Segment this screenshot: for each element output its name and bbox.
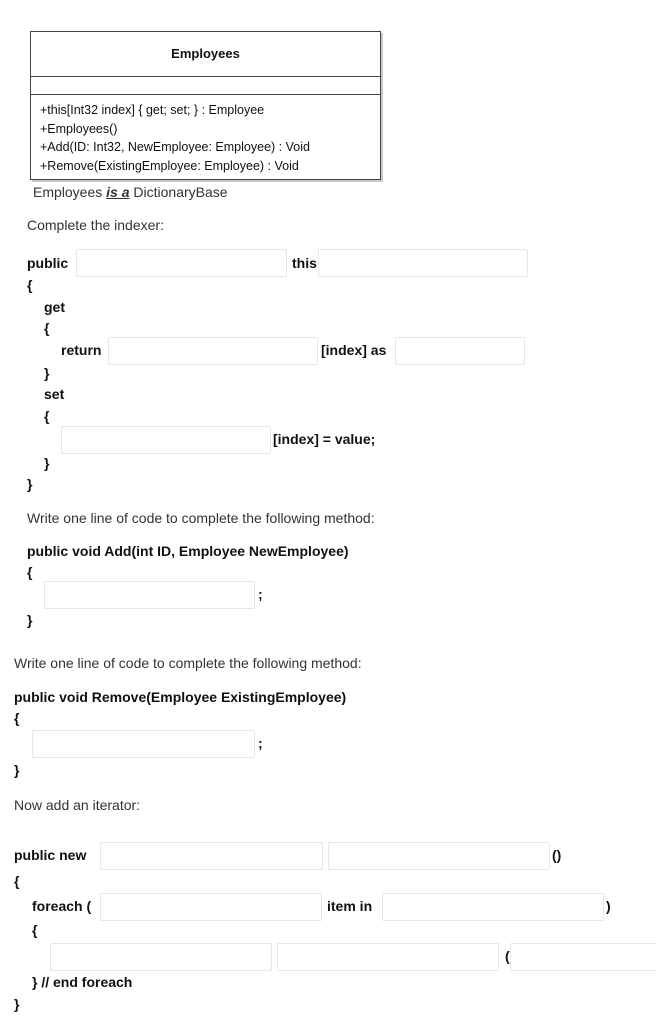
add-brace-open: { xyxy=(27,564,33,580)
foreach-brace-open: { xyxy=(32,922,38,938)
get-return-target-input[interactable] xyxy=(108,337,318,365)
index-assign-label: [index] = value; xyxy=(273,431,376,447)
indexer-brace-open: { xyxy=(27,277,33,293)
uml-class-box xyxy=(30,31,381,180)
kw-return: return xyxy=(61,342,102,358)
iter-return-type-input[interactable] xyxy=(100,842,323,870)
remove-brace-open: { xyxy=(14,710,20,726)
iter-parens: () xyxy=(552,847,562,863)
remove-signature: public void Remove(Employee ExistingEmployee) xyxy=(14,689,347,705)
item-in-label: item in xyxy=(327,898,373,914)
add-signature: public void Add(int ID, Employee NewEmployee) xyxy=(27,543,349,559)
iter-brace-close: } xyxy=(14,996,20,1012)
set-brace-close: } xyxy=(44,455,50,471)
remove-semicolon: ; xyxy=(258,735,263,751)
uml-operation: +this[Int32 index] { get; set; } : Employee xyxy=(40,103,265,117)
add-semicolon: ; xyxy=(258,586,263,602)
is-a-label: is a xyxy=(106,184,130,200)
add-brace-close: } xyxy=(27,612,33,628)
kw-public-new: public new xyxy=(14,847,87,863)
indexer-type-input[interactable] xyxy=(76,249,287,277)
iterator-instruction: Now add an iterator: xyxy=(14,797,141,813)
remove-instruction: Write one line of code to complete the following method: xyxy=(14,655,362,671)
uml-operation: +Employees() xyxy=(40,121,118,136)
foreach-open-label: foreach ( xyxy=(32,898,92,914)
get-as-type-input[interactable] xyxy=(395,337,525,365)
uml-operation: +Remove(ExistingEmployee: Employee) : Void xyxy=(40,158,299,173)
remove-brace-close: } xyxy=(14,762,20,778)
indexer-brace-close: } xyxy=(27,476,33,492)
remove-line-input[interactable] xyxy=(32,730,255,758)
get-brace-close: } xyxy=(44,365,50,381)
uml-operation: +Add(ID: Int32, NewEmployee: Employee) : Void xyxy=(40,140,310,154)
foreach-close-paren: ) xyxy=(606,898,611,914)
loop-stmt-2-input[interactable] xyxy=(277,943,499,971)
set-target-input[interactable] xyxy=(61,426,271,454)
iter-name-input[interactable] xyxy=(328,842,550,870)
foreach-type-input[interactable] xyxy=(100,893,322,921)
loop-stmt-1-input[interactable] xyxy=(50,943,272,971)
uml-attributes-compartment xyxy=(31,77,380,95)
indexer-param-input[interactable] xyxy=(318,249,528,277)
foreach-collection-input[interactable] xyxy=(382,893,604,921)
add-instruction: Write one line of code to complete the following method: xyxy=(27,510,375,526)
kw-this: this xyxy=(292,255,317,271)
loop-arg-input[interactable] xyxy=(510,943,656,971)
uml-class-name: Employees xyxy=(31,32,380,77)
index-as-label: [index] as xyxy=(321,342,387,358)
kw-get: get xyxy=(44,299,65,315)
iter-brace-open: { xyxy=(14,873,20,889)
end-foreach-label: } // end foreach xyxy=(32,974,133,990)
inheritance-note: Employees is a DictionaryBase xyxy=(33,184,228,200)
get-brace-open: { xyxy=(44,320,50,336)
kw-public: public xyxy=(27,255,69,271)
set-brace-open: { xyxy=(44,408,50,424)
indexer-instruction: Complete the indexer: xyxy=(27,217,164,233)
loop-open-paren: ( xyxy=(505,948,510,964)
kw-set: set xyxy=(44,386,65,402)
uml-operations-compartment xyxy=(40,101,310,175)
add-line-input[interactable] xyxy=(44,581,255,609)
